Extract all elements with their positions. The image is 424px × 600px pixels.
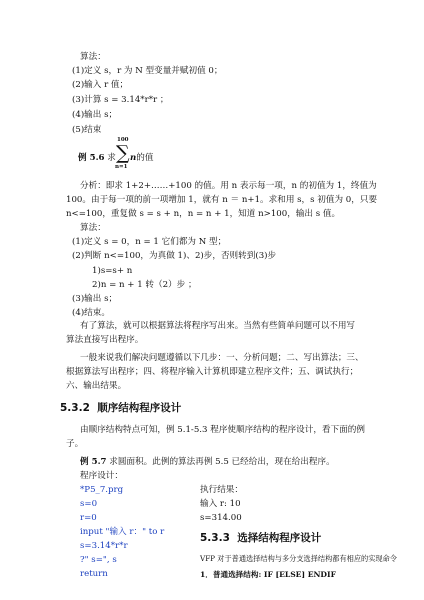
algorithm-1-title: 算法： — [80, 52, 106, 62]
section-number: 5.3.3 — [200, 532, 230, 544]
example-5-6 — [78, 152, 116, 165]
code-line: r=0 — [80, 513, 97, 523]
example-5-6-suffix: 的值 — [136, 153, 154, 163]
code-line: ?" s=", s — [80, 555, 117, 565]
analysis-line: 100。由于每一项的前一项增加 1，就有 n ＝ n+1。求和用 s，s 初值为 0，只要 — [66, 195, 378, 205]
section-number: 5.3.2 — [60, 402, 90, 414]
paragraph-line: 由顺序结构特点可知，例 5.1-5.3 程序使顺序结构的程序设计，看下面的例 — [80, 425, 365, 435]
code-line: input "输入 r：" to r — [80, 527, 165, 537]
algorithm-1-step: (5)结束 — [72, 125, 102, 135]
result-line: s=314.00 — [200, 513, 242, 523]
example-5-7-text: 求圆面积。此例的算法再例 5.5 已经给出，现在给出程序。 — [109, 457, 335, 467]
example-5-6-label: 例 5.6 — [78, 153, 105, 163]
analysis-line: 分析：即求 1+2+……+100 的值。用 n 表示每一项，n 的初值为 1，终值为 — [80, 181, 377, 191]
algorithm-2-step: (1)定义 s = 0，n = 1 它们都为 N 型； — [72, 237, 227, 247]
algorithm-2-substep: 2)n = n + 1 转（2）步 ； — [92, 280, 197, 290]
algorithm-1-step: (1)定义 s，r 为 N 型变量并赋初值 0； — [72, 66, 223, 76]
algorithm-2-substep: 1)s=s+ n — [92, 266, 133, 276]
code-line: s=0 — [80, 499, 98, 509]
paragraph-line: 子。 — [66, 439, 84, 449]
section-title: 顺序结构程序设计 — [97, 402, 182, 414]
paragraph-line: 算法直接写出程序。 — [66, 335, 144, 345]
section-heading-5-3-3 — [200, 532, 321, 545]
algorithm-1-step: (4)输出 s； — [72, 110, 118, 120]
section-title: 选择结构程序设计 — [237, 532, 322, 544]
example-5-7-label: 例 5.7 — [80, 457, 107, 467]
list-item-1: 1．普通选择结构: IF [ELSE] ENDIF — [200, 570, 336, 579]
algorithm-2-title: 算法： — [80, 223, 106, 233]
paragraph-line: 六、输出结果。 — [66, 381, 127, 391]
paragraph-line: 根据算法写出程序；四、将程序输入计算机即建立程序文件；五、调试执行； — [66, 367, 359, 377]
algorithm-2-step: (2)判断 n<=100，为真做 1)、2)步，否则转到(3)步 — [72, 251, 277, 261]
code-line: return — [80, 569, 108, 579]
algorithm-1-step: (2)输入 r 值； — [72, 80, 129, 90]
algorithm-1-step: (3)计算 s = 3.14*r*r ； — [72, 95, 169, 105]
summation-symbol: ∑ — [116, 142, 130, 164]
example-5-6-tail — [130, 152, 153, 165]
summation-variable: n — [130, 153, 137, 163]
program-label: 程序设计： — [80, 471, 123, 481]
result-line: 输入 r: 10 — [200, 499, 241, 509]
paragraph-line: 一般来说我们解决问题遵循以下几步：一、分析问题；二、写出算法；三、 — [80, 353, 364, 363]
paragraph-line: 有了算法，就可以根据算法将程序写出来。当然有些简单问题可以不用写 — [80, 321, 356, 331]
example-5-7 — [80, 456, 335, 469]
example-5-6-prefix: 求 — [107, 153, 116, 163]
algorithm-2-step: (3)输出 s； — [72, 294, 118, 304]
code-line: s=3.14*r*r — [80, 541, 128, 551]
result-label: 执行结果： — [200, 485, 243, 495]
paragraph-line: VFP 对于普通选择结构与多分支选择结构都有相应的实现命令 — [200, 554, 397, 563]
section-heading-5-3-2 — [60, 402, 181, 415]
summation-lower-limit: n=1 — [115, 164, 128, 170]
analysis-line: n<=100，重复做 s = s + n，n = n + 1，知道 n>100，输出 s 值。 — [66, 209, 341, 219]
code-line: *P5_7.prg — [80, 485, 124, 495]
summation-upper-limit: 100 — [117, 137, 129, 143]
algorithm-2-step: (4)结束。 — [72, 308, 110, 318]
